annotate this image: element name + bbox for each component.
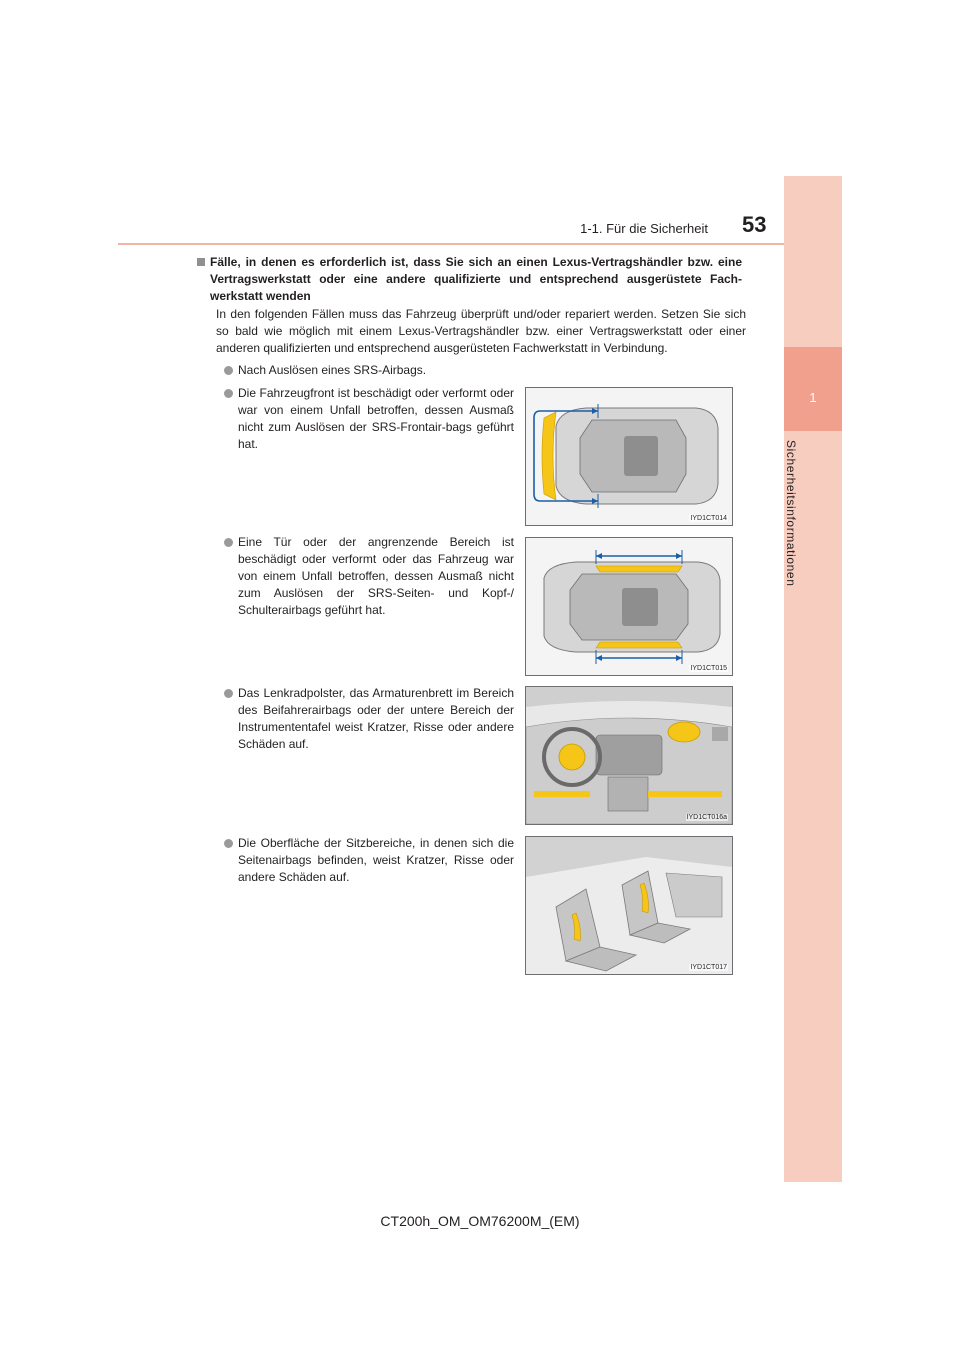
- manual-code: CT200h_OM_OM76200M_(EM): [380, 1213, 580, 1229]
- figure-code: IYD1CT015: [690, 665, 727, 672]
- figure-code: IYD1CT017: [690, 964, 727, 971]
- list-item: Eine Tür oder der angrenzende Bereich ist beschädigt oder verformt oder das Fahrzeug war von einem Unfall betroffen, dessen Ausmaß nicht zum Auslösen der SRS-Seiten- und Kopf-/ Schulterairbags geführt hat.: [238, 535, 514, 617]
- chapter-title: Sicherheitsinformationen: [784, 440, 798, 587]
- side-tab-active-chapter[interactable]: [784, 347, 842, 431]
- section-heading-text: Fälle, in denen es erforderlich ist, dass Sie sich an einen Lexus-Vertragshändler bzw. eine Vertragswerkstatt oder eine andere qualifizierte und entsprechend ausgerüstete Fach-werkstatt wenden: [210, 255, 742, 303]
- square-bullet-icon: [197, 258, 205, 266]
- chapter-number: 1: [809, 390, 817, 405]
- list-item: Nach Auslösen eines SRS-Airbags.: [238, 362, 738, 379]
- car-top-view-illustration: [526, 388, 732, 525]
- dashboard-illustration: [526, 687, 732, 824]
- side-tab: [784, 176, 842, 1182]
- figure-dashboard-damage: [525, 686, 733, 825]
- list-item: Die Oberfläche der Sitzbereiche, in denen sich die Seitenairbags befinden, weist Kratzer, Risse oder andere Schäden auf.: [238, 836, 514, 884]
- header-rule: [118, 243, 784, 245]
- car-top-view-illustration: [526, 538, 732, 675]
- figure-seat-damage: [525, 836, 733, 975]
- list-item: Das Lenkradpolster, das Armaturenbrett im Bereich des Beifahrerairbags oder der untere Bereich der Instrumententafel weist Kratzer, Risse oder andere Schäden auf.: [238, 686, 514, 751]
- intro-paragraph: In den folgenden Fällen muss das Fahrzeug überprüft und/oder repariert werden. Setzen Sie sich so bald wie möglich mit einem Lexus-Vertragshändler bzw. einer Vertragswerkstatt oder einer anderen qualifizierten und entsprechend ausgerüsteten Fachwerkstatt in Verbindung.: [216, 307, 746, 355]
- section-title: 1-1. Für die Sicherheit: [580, 221, 708, 236]
- figure-front-damage: [525, 387, 733, 526]
- section-heading: [210, 254, 742, 305]
- figure-code: IYD1CT014: [690, 515, 727, 522]
- figure-code: IYD1CT016a: [686, 814, 727, 821]
- page-number: 53: [742, 212, 767, 237]
- seats-illustration: [526, 837, 732, 974]
- list-item: Die Fahrzeugfront ist beschädigt oder verformt oder war von einem Unfall betroffen, dessen Ausmaß nicht zum Auslösen der SRS-Frontair-bags geführt hat.: [238, 386, 514, 451]
- figure-door-damage: [525, 537, 733, 676]
